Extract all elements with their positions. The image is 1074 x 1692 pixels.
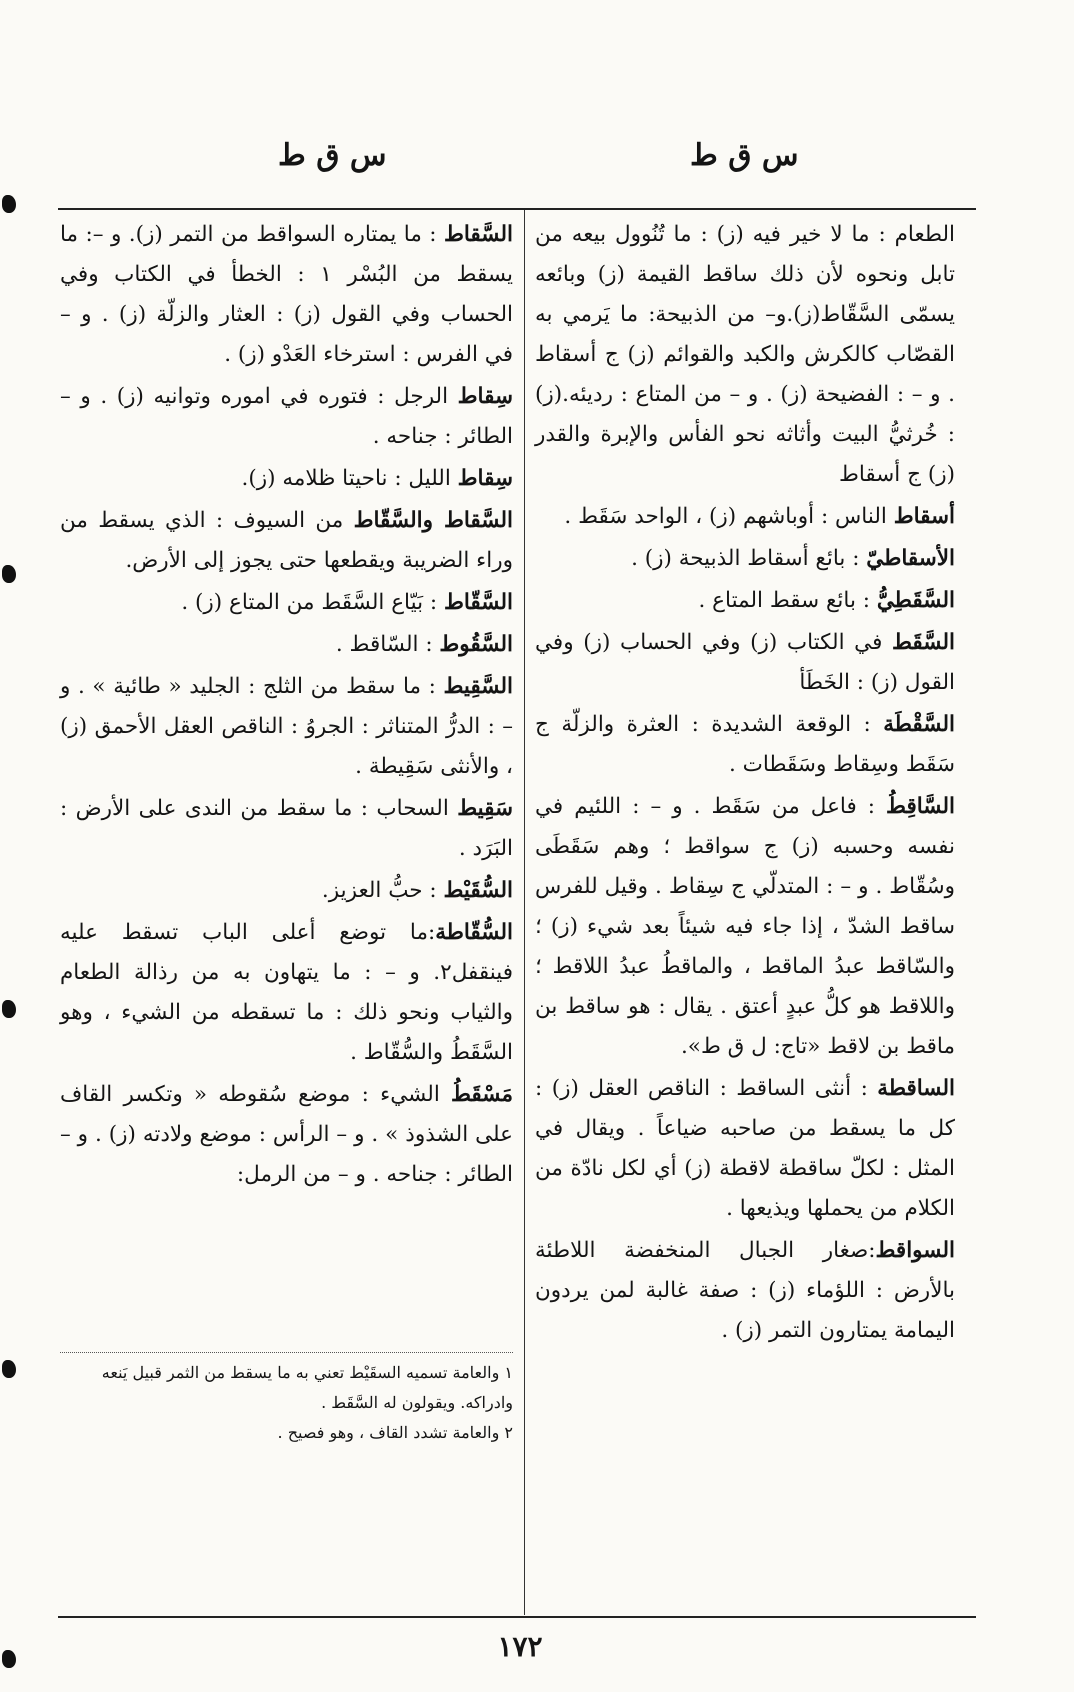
entry-headword: الساقطة	[877, 1076, 955, 1101]
entry-text: السحاب : ما سقط من الندى على الأرض : البَرَد .	[60, 796, 513, 861]
entry-headword: السَّقَط	[892, 630, 955, 655]
dictionary-entry	[60, 459, 513, 499]
entry-headword: سِقاط	[457, 466, 513, 491]
entry-headword: سِقاط	[457, 384, 513, 409]
entry-text: : السّاقط .	[335, 632, 440, 657]
entry-text: في الكتاب (ز) وفي الحساب (ز) وفي القول (ز) : الخَطَأ	[535, 630, 955, 695]
dictionary-entry	[535, 1231, 955, 1351]
left-column	[60, 215, 513, 1197]
entry-text: :صغار الجبال المنخفضة اللاطئة بالأرض : اللؤماء (ز) : صفة غالبة لمن يردون اليمامة يمتارون التمر (ز) .	[535, 1238, 955, 1343]
entry-headword: أسقاط	[893, 504, 955, 529]
entry-text: : فاعل من سَقَط . و – : اللئيم في نفسه وحسبه (ز) ج سواقط ؛ وهم سَقَطَى وسُقّاط . و – : المتدلّي ج سِقاط . وقيل للفرس ساقط الشدّ ، إذا جاء فيه شيئاً بعد شيء (ز) ؛ والسّاقط عبدُ الماقط ، والماقطُ عبدُ اللاقط ؛ واللاقط هو كلُّ عبدٍ أعتق . يقال : هو ساقط بن ماقط بن لاقط «تاج: ل ق ط».	[535, 794, 955, 1059]
dictionary-entry	[60, 215, 513, 375]
footnote: ١ والعامة تسميه السقَيْط تعني به ما يسقط من الثمر قبيل يَنعه وادراكه. ويقولون له السَّقَط .	[101, 1363, 513, 1412]
running-header-left: س ق ط	[278, 138, 387, 173]
footnote: ٢ والعامة تشدد القاف ، وهو فصيح .	[277, 1423, 513, 1442]
entry-text: : الوقعة الشديدة : العثرة والزلّة ج سَقَط وسِقاط وسَقَطات .	[535, 712, 955, 777]
entry-headword: السُّقَيْط	[443, 878, 513, 903]
dictionary-entry	[535, 705, 955, 785]
entry-headword: السَّقّاط	[443, 590, 513, 615]
entry-text: :ما توضع أعلى الباب تسقط عليه فينقفل٢. و – : ما يتهاون به من رذالة الطعام والثياب ونحو ذلك : ما تسقطه من الشيء ، وهو السَّقَطُ والسُّقّاط .	[60, 920, 513, 1065]
entry-headword: السَّقُوط	[439, 632, 513, 657]
dictionary-entry	[60, 1075, 513, 1195]
entry-headword: سَقِيط	[457, 796, 513, 821]
entry-text: : بائع أسقاط الذبيحة (ز) .	[631, 546, 867, 571]
entry-headword: مَسْقَطُ	[451, 1082, 513, 1107]
dictionary-entry	[535, 623, 955, 703]
page-number: ١٧٢	[497, 1630, 543, 1663]
entry-headword: السَّقِيط	[443, 674, 513, 699]
dictionary-entry	[535, 497, 955, 537]
entry-headword: السَّقاط والسَّقّاط	[353, 508, 513, 533]
entry-text: من السيوف : الذي يسقط من وراء الضريبة ويقطعها حتى يجوز إلى الأرض.	[60, 508, 513, 573]
entry-headword: السُّقّاطة	[435, 920, 513, 945]
dictionary-entry	[535, 581, 955, 621]
dictionary-entry	[60, 871, 513, 911]
dictionary-entry	[60, 789, 513, 869]
entry-text: الشيء : موضع سُقوطه « وتكسر القاف على الشذوذ » . و – الرأس : موضع ولادته (ز) . و – الطائر : جناحه . و – من الرمل:	[60, 1082, 513, 1187]
footnotes	[60, 1358, 513, 1448]
entry-headword: الأسقاطيّ	[866, 546, 955, 571]
dictionary-entry	[60, 583, 513, 623]
dictionary-entry	[535, 539, 955, 579]
entry-text: : بَيّاع السَّقَط من المتاع (ز) .	[181, 590, 444, 615]
dictionary-entry	[60, 377, 513, 457]
entry-text: : ما سقط من الثلج : الجليد « طائية » . و – : الدرُّ المتناثر : الجروُ : الناقص العقل الأحمق (ز) ، والأنثى سَقِيطة .	[60, 674, 513, 779]
entry-text: : أنثى الساقط : الناقص العقل (ز) : كل ما يسقط من صاحبه ضياعاً . ويقال في المثل : لكلّ ساقطة لاقطة (ز) أي لكل نادّة من الكلام من يحملها ويذيعها .	[535, 1076, 955, 1221]
scan-mark	[2, 1360, 16, 1378]
entry-headword: السواقط	[875, 1238, 955, 1263]
entry-headword: السَّقْطَة	[883, 712, 955, 737]
entry-text: الليل : ناحيتا ظلامه (ز).	[241, 466, 458, 491]
dictionary-entry	[535, 787, 955, 1067]
footnote-separator	[60, 1352, 513, 1353]
dictionary-entry	[60, 501, 513, 581]
top-rule	[58, 208, 976, 210]
scan-mark	[2, 565, 16, 583]
entry-text: الرجل : فتوره في اموره وتوانيه (ز) . و – الطائر : جناحه .	[60, 384, 513, 449]
column-divider	[524, 210, 525, 1615]
entry-text: : ما يمتاره السواقط من التمر (ز). و –: ما يسقط من البُسْر ١ : الخطأ في الكتاب وفي الحساب وفي القول (ز) : العثار والزلّة (ز) . و – في الفرس : استرخاء العَدْو (ز) .	[60, 222, 513, 367]
scan-mark	[2, 1000, 16, 1018]
scan-mark	[2, 1650, 16, 1668]
entry-headword: السَّاقِطُ	[886, 794, 955, 819]
entry-text: : بائع سقط المتاع .	[698, 588, 877, 613]
running-header-right: س ق ط	[690, 138, 799, 173]
dictionary-entry	[60, 913, 513, 1073]
bottom-rule	[58, 1616, 976, 1618]
entry-text: : حبُّ العزيز.	[321, 878, 444, 903]
scan-mark	[2, 195, 16, 213]
dictionary-entry	[60, 667, 513, 787]
dictionary-entry	[535, 1069, 955, 1229]
entry-headword: السَّقاط	[443, 222, 513, 247]
entry-text: الناس : أوباشهم (ز) ، الواحد سَقَط .	[564, 504, 894, 529]
right-column	[535, 215, 955, 1353]
dictionary-entry	[535, 215, 955, 495]
entry-headword: السَّقَطِيُّ	[876, 588, 955, 613]
entry-text: الطعام : ما لا خير فيه (ز) : ما تُنُوول بيعه من تابل ونحوه لأن ذلك ساقط القيمة (ز) وبائعه يسمّى السَّقّاط(ز).و– من الذبيحة: ما يَرمي به القصّاب كالكرش والكبد والقوائم (ز) ج أسقاط . و – : الفضيحة (ز) . و – من المتاع : رديئه.(ز) : خُرثيُّ البيت وأثاثه نحو الفأس والإبرة والقدر (ز) ج أسقاط	[535, 222, 955, 487]
dictionary-entry	[60, 625, 513, 665]
